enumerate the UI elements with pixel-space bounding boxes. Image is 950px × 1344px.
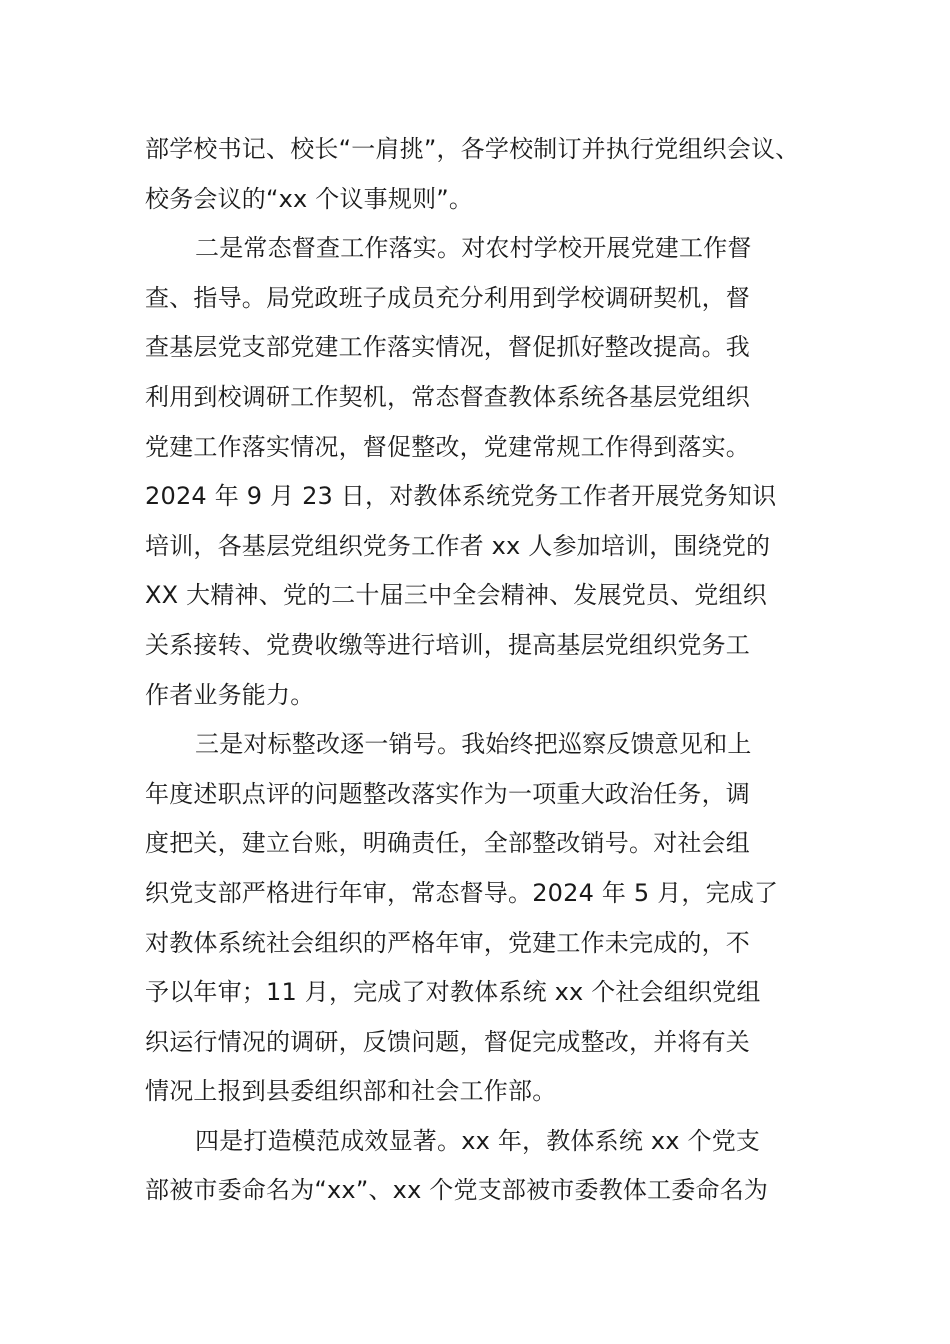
text-line: 部被市委命名为“xx”、xx 个党支部被市委教体工委命名为 (145, 1176, 769, 1205)
text-line: 培训，各基层党组织党务工作者 xx 人参加培训，围绕党的 (145, 531, 771, 560)
paragraph-start-line: 三是对标整改逐一销号。我始终把巡察反馈意见和上 (195, 730, 752, 759)
text-line: XX 大精神、党的二十届三中全会精神、发展党员、党组织 (145, 581, 767, 610)
text-line: 部学校书记、校长“一肩挑”，各学校制订并执行党组织会议、 (145, 135, 800, 163)
text-line: 党建工作落实情况，督促整改，党建常规工作得到落实。 (145, 432, 750, 461)
text-line: 对教体系统社会组织的严格年审，党建工作未完成的，不 (145, 928, 750, 957)
text-line: 度把关，建立台账，明确责任，全部整改销号。对社会组 (145, 829, 750, 858)
text-line: 校务会议的“xx 个议事规则”。 (145, 184, 474, 213)
document-body (145, 125, 825, 1216)
text-line: 予以年审；11 月，完成了对教体系统 xx 个社会组织党组 (145, 978, 761, 1007)
text-line: 2024 年 9 月 23 日，对教体系统党务工作者开展党务知识 (145, 482, 777, 511)
paragraph-start-line: 四是打造模范成效显著。xx 年，教体系统 xx 个党支 (195, 1126, 761, 1155)
text-line: 织运行情况的调研，反馈问题，督促完成整改，并将有关 (145, 1027, 750, 1056)
paragraph-start-line: 二是常态督查工作落实。对农村学校开展党建工作督 (195, 234, 752, 263)
text-line: 年度述职点评的问题整改落实作为一项重大政治任务，调 (145, 779, 750, 808)
text-line: 织党支部严格进行年审，常态督导。2024 年 5 月，完成了 (145, 878, 779, 907)
text-line: 关系接转、党费收缴等进行培训，提高基层党组织党务工 (145, 630, 750, 659)
text-line: 作者业务能力。 (145, 680, 315, 709)
text-line: 查基层党支部党建工作落实情况，督促抓好整改提高。我 (145, 333, 750, 362)
text-line: 利用到校调研工作契机，常态督查教体系统各基层党组织 (145, 382, 750, 411)
text-line: 情况上报到县委组织部和社会工作部。 (145, 1077, 557, 1106)
text-line: 查、指导。局党政班子成员充分利用到学校调研契机，督 (145, 283, 750, 312)
